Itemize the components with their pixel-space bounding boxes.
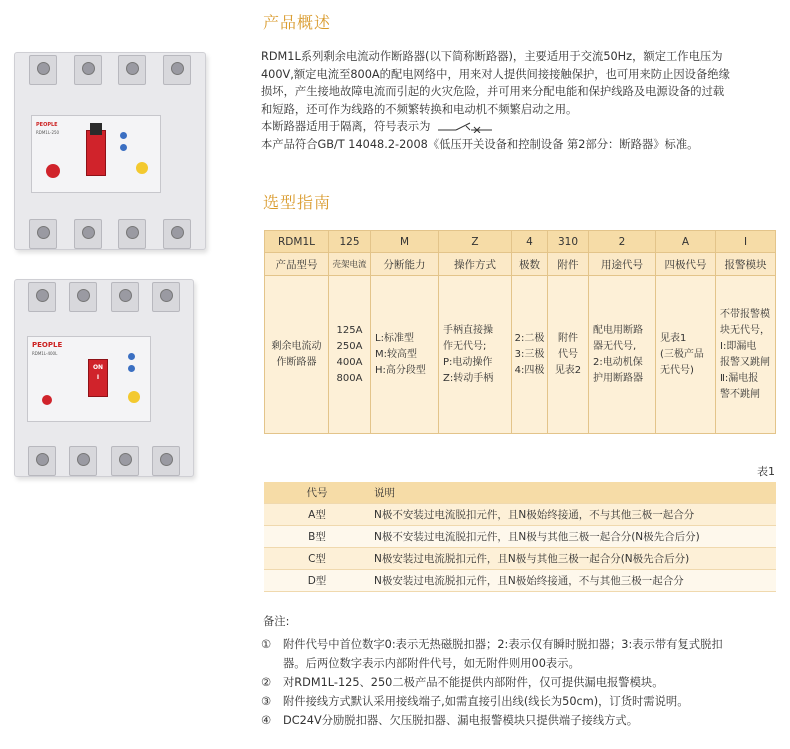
reset-button <box>128 391 140 403</box>
detail-line: Ⅱ:漏电报 <box>720 372 759 384</box>
table1-code: A型 <box>264 504 370 526</box>
code-cell: 2 <box>589 231 656 253</box>
detail-line: 附件 <box>558 332 578 344</box>
detail-line: 2:二极 <box>514 332 545 344</box>
detail-line: 4:四极 <box>514 364 545 376</box>
note-line: DC24V分励脱扣器、欠压脱扣器、漏电报警模块只提供端子接线方式。 <box>283 714 639 727</box>
header-cell: 产品型号 <box>265 253 329 276</box>
table1-desc: N极安装过电流脱扣元件，且N极始终接通，不与其他三极一起合分 <box>370 570 776 592</box>
note-line: 对RDM1L-125、250二极产品不能提供内部附件，仅可提供漏电报警模块。 <box>283 676 664 689</box>
faceplate <box>31 115 161 193</box>
test-button <box>46 164 60 178</box>
header-cell: 附件 <box>548 253 589 276</box>
detail-cell <box>548 276 589 434</box>
table1-desc: N极安装过电流脱扣元件，且N极与其他三极一起合分(N极先合后分) <box>370 548 776 570</box>
detail-line: 400A <box>336 356 363 368</box>
breaker-handle <box>88 359 108 397</box>
detail-line: 警不跳闸 <box>720 388 760 400</box>
indicator-2 <box>120 144 127 151</box>
reset-button <box>136 162 148 174</box>
selection-detail-row <box>265 276 776 434</box>
note-number: ④ <box>261 714 272 727</box>
table1-desc: N极不安装过电流脱扣元件，且N极与其他三极一起合分(N极先合后分) <box>370 526 776 548</box>
isolation-text: 本断路器适用于隔离，符号表示为 <box>261 120 431 133</box>
standard-line: 本产品符合GB/T 14048.2-2008《低压开关设备和控制设备 第2部分：断路器》标准。 <box>261 137 699 151</box>
selection-header-row <box>265 253 776 276</box>
detail-cell <box>265 276 329 434</box>
table-row <box>264 570 776 592</box>
indicator-1 <box>128 353 135 360</box>
table1-code: C型 <box>264 548 370 570</box>
model-label: RDM1L-400L <box>32 351 58 356</box>
code-cell: M <box>371 231 439 253</box>
note-item <box>261 711 781 730</box>
detail-line: 250A <box>336 340 363 352</box>
detail-cell <box>656 276 716 434</box>
top-terminals <box>15 55 205 83</box>
note-text <box>283 635 723 673</box>
detail-line: 见表1 <box>660 332 687 344</box>
detail-line: (三极产品 <box>660 348 704 360</box>
bottom-terminals <box>15 219 205 247</box>
detail-line: 不带报警模 <box>720 308 770 320</box>
note-line: 附件代号中首位数字0:表示无热磁脱扣器；2:表示仅有瞬时脱扣器；3:表示带有复式脱扣 <box>283 638 723 651</box>
detail-line: Ⅰ:即漏电 <box>720 340 757 352</box>
detail-line: M:较高型 <box>375 348 417 360</box>
isolation-line <box>261 118 781 136</box>
table-row <box>264 526 776 548</box>
note-line: 附件接线方式默认采用接线端子,如需直接引出线(线长为50cm)，订货时需说明。 <box>283 695 689 708</box>
code-cell: 4 <box>512 231 548 253</box>
header-cell: 壳架电流 <box>329 253 371 276</box>
table1-header-row <box>264 482 776 504</box>
table-row <box>264 548 776 570</box>
selection-code-row <box>265 231 776 253</box>
detail-line: L:标准型 <box>375 332 414 344</box>
header-cell: 四极代号 <box>656 253 716 276</box>
handle-on-text: ON <box>92 364 104 371</box>
detail-line: 800A <box>336 372 363 384</box>
overview-line: RDM1L系列剩余电流动作断路器(以下简称断路器)，主要适用于交流50Hz，额定工作电压为 <box>261 50 723 63</box>
table-row <box>264 504 776 526</box>
detail-cell <box>716 276 776 434</box>
overview-title: 产品概述 <box>263 13 332 32</box>
detail-line: 配电用断路 <box>593 324 643 336</box>
table1-header-desc: 说明 <box>370 482 776 504</box>
detail-line: 代号 <box>558 348 578 360</box>
detail-line: Z:转动手柄 <box>443 372 494 384</box>
header-cell: 报警模块 <box>716 253 776 276</box>
detail-cell <box>329 276 371 434</box>
overview-line: 损坏，产生接地故障电流而引起的火灾危险，并可用来分配电能和保护线路及电源设备的过载 <box>261 85 725 98</box>
detail-line: H:高分段型 <box>375 364 426 376</box>
faceplate <box>27 336 151 422</box>
product-image-top <box>14 52 206 250</box>
code-cell: RDM1L <box>265 231 329 253</box>
overview-paragraph <box>261 48 781 153</box>
breaker-handle <box>86 130 106 176</box>
table1-desc: N极不安装过电流脱扣元件，且N极始终接通，不与其他三极一起合分 <box>370 504 776 526</box>
detail-line: 作无代号; <box>443 340 487 352</box>
detail-cell <box>589 276 656 434</box>
header-cell: 极数 <box>512 253 548 276</box>
detail-line: P:电动操作 <box>443 356 493 368</box>
notes-list <box>261 635 781 730</box>
code-cell: 125 <box>329 231 371 253</box>
note-number: ③ <box>261 695 272 708</box>
detail-line: 2:电动机保 <box>593 356 643 368</box>
bottom-terminals <box>15 446 193 474</box>
detail-line: 见表2 <box>554 364 582 376</box>
detail-line: 3:三极 <box>514 348 545 360</box>
note-line: 器。后两位数字表示内部附件代号，如无附件则用00表示。 <box>283 657 580 670</box>
isolator-symbol-icon <box>438 121 492 133</box>
indicator-2 <box>128 365 135 372</box>
detail-cell <box>512 276 548 434</box>
overview-line: 400V,额定电流至800A的配电网络中，用来对人提供间接接触保护，也可用来防止因设备绝缘 <box>261 67 730 81</box>
model-label: RDM1L-250 <box>36 130 60 135</box>
detail-line: 剩余电流动 <box>271 340 322 352</box>
table1 <box>264 482 776 592</box>
table1-code: D型 <box>264 570 370 592</box>
header-cell: 分断能力 <box>371 253 439 276</box>
brand-label: PEOPLE <box>32 341 63 349</box>
note-item <box>261 635 781 673</box>
table1-code: B型 <box>264 526 370 548</box>
detail-line: 无代号) <box>660 364 694 376</box>
indicator-1 <box>120 132 127 139</box>
note-text <box>283 711 638 730</box>
note-item <box>261 673 781 692</box>
product-image-bottom <box>14 279 194 477</box>
test-button <box>42 395 52 405</box>
table1-header-code: 代号 <box>264 482 370 504</box>
detail-line: 器无代号, <box>593 340 637 352</box>
handle-mark: I <box>96 374 100 381</box>
note-item <box>261 692 781 711</box>
detail-cell <box>439 276 512 434</box>
code-cell: I <box>716 231 776 253</box>
selection-title: 选型指南 <box>263 193 332 212</box>
selection-table <box>264 230 776 434</box>
code-cell: 310 <box>548 231 589 253</box>
note-text <box>283 673 664 692</box>
note-number: ① <box>261 638 272 651</box>
notes-title: 备注: <box>263 615 290 628</box>
table1-caption: 表1 <box>757 465 775 478</box>
brand-label: PEOPLE <box>36 122 58 128</box>
header-cell: 用途代号 <box>589 253 656 276</box>
code-cell: Z <box>439 231 512 253</box>
code-cell: A <box>656 231 716 253</box>
detail-line: 块无代号， <box>720 324 770 336</box>
detail-line: 护用断路器 <box>593 372 643 384</box>
detail-line: 手柄直接操 <box>443 324 493 336</box>
top-terminals <box>15 282 193 310</box>
note-number: ② <box>261 676 272 689</box>
header-cell: 操作方式 <box>439 253 512 276</box>
note-text <box>283 692 689 711</box>
detail-line: 作断路器 <box>276 356 317 368</box>
detail-line: 125A <box>336 324 363 336</box>
overview-line: 和短路，还可作为线路的不频繁转换和电动机不频繁启动之用。 <box>261 102 578 116</box>
detail-cell <box>371 276 439 434</box>
detail-line: 报警又跳闸 <box>720 356 770 368</box>
